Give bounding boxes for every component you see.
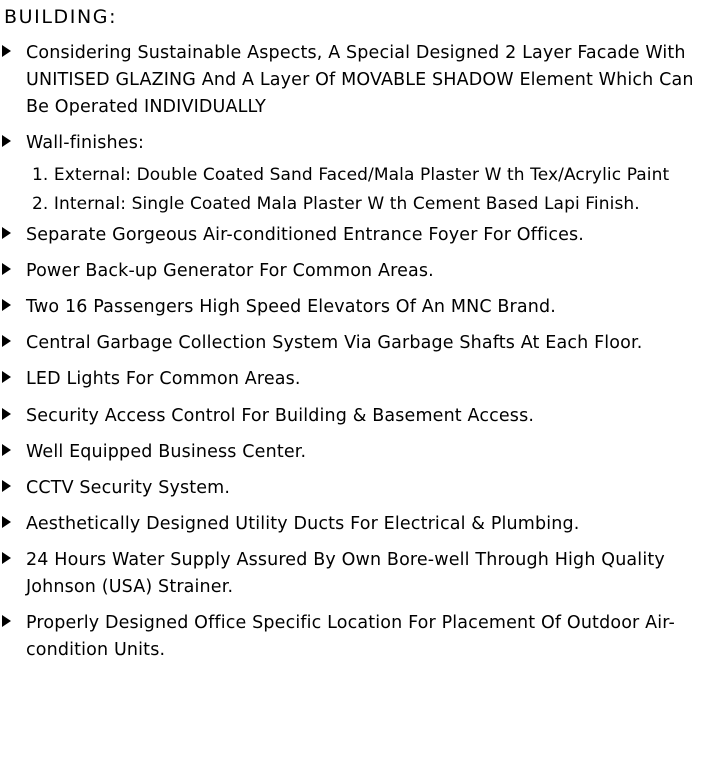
list-item-label: Considering Sustainable Aspects, A Special Designed 2 Layer Facade With UNITISED GLAZING And A Layer Of MOVABLE SHADOW Element Which Can Be Operated INDIVIDUALLY <box>26 43 694 118</box>
triangle-right-bullet-icon <box>2 408 11 420</box>
list-item <box>0 475 708 502</box>
list-item-label: Separate Gorgeous Air-conditioned Entrance Foyer For Offices. <box>26 224 584 245</box>
list-item-label: Central Garbage Collection System Via Garbage Shafts At Each Floor. <box>26 333 643 354</box>
list-item-label: Properly Designed Office Specific Location For Placement Of Outdoor Air-condition Units. <box>26 613 675 661</box>
list-item <box>0 130 708 218</box>
triangle-right-bullet-icon <box>2 263 11 275</box>
triangle-right-bullet-icon <box>2 371 11 383</box>
list-item <box>0 40 708 121</box>
list-item-label: CCTV Security System. <box>26 477 231 498</box>
triangle-right-bullet-icon <box>2 335 11 347</box>
list-item <box>0 439 708 466</box>
list-item <box>0 547 708 601</box>
list-item-label: Power Back-up Generator For Common Areas. <box>26 261 434 281</box>
list-item <box>0 610 708 664</box>
list-item <box>0 330 708 357</box>
building-features-list <box>0 40 708 665</box>
page-title: BUILDING: <box>4 6 118 28</box>
list-item: 2. Internal: Single Coated Mala Plaster W th Cement Based Lapi Finish. <box>32 193 640 214</box>
list-item-label: Two 16 Passengers High Speed Elevators Of An MNC Brand. <box>26 297 556 318</box>
triangle-right-bullet-icon <box>2 45 11 57</box>
list-item-label: Aesthetically Designed Utility Ducts For Electrical & Plumbing. <box>26 513 580 534</box>
triangle-right-bullet-icon <box>2 480 11 492</box>
list-item-label: Wall-finishes: <box>26 133 145 154</box>
list-item <box>0 366 708 393</box>
list-item <box>0 294 708 321</box>
list-item-label: Security Access Control For Building & Basement Access. <box>26 405 535 426</box>
list-item <box>0 403 708 430</box>
triangle-right-bullet-icon <box>2 299 11 311</box>
triangle-right-bullet-icon <box>2 227 11 239</box>
triangle-right-bullet-icon <box>2 444 11 456</box>
triangle-right-bullet-icon <box>2 135 11 147</box>
triangle-right-bullet-icon <box>2 552 11 564</box>
list-item <box>0 511 708 538</box>
list-item-label: Well Equipped Business Center. <box>26 441 307 462</box>
triangle-right-bullet-icon <box>2 516 11 528</box>
list-item-label: 24 Hours Water Supply Assured By Own Bore-well Through High Quality Johnson (USA) Strainer. <box>26 550 665 598</box>
list-item <box>0 258 708 285</box>
wall-finishes-sublist <box>26 162 708 218</box>
triangle-right-bullet-icon <box>2 615 11 627</box>
list-item-label: LED Lights For Common Areas. <box>26 369 301 390</box>
list-item <box>0 222 708 249</box>
document-page <box>0 6 708 771</box>
list-item: 1. External: Double Coated Sand Faced/Mala Plaster W th Tex/Acrylic Paint <box>32 164 670 185</box>
